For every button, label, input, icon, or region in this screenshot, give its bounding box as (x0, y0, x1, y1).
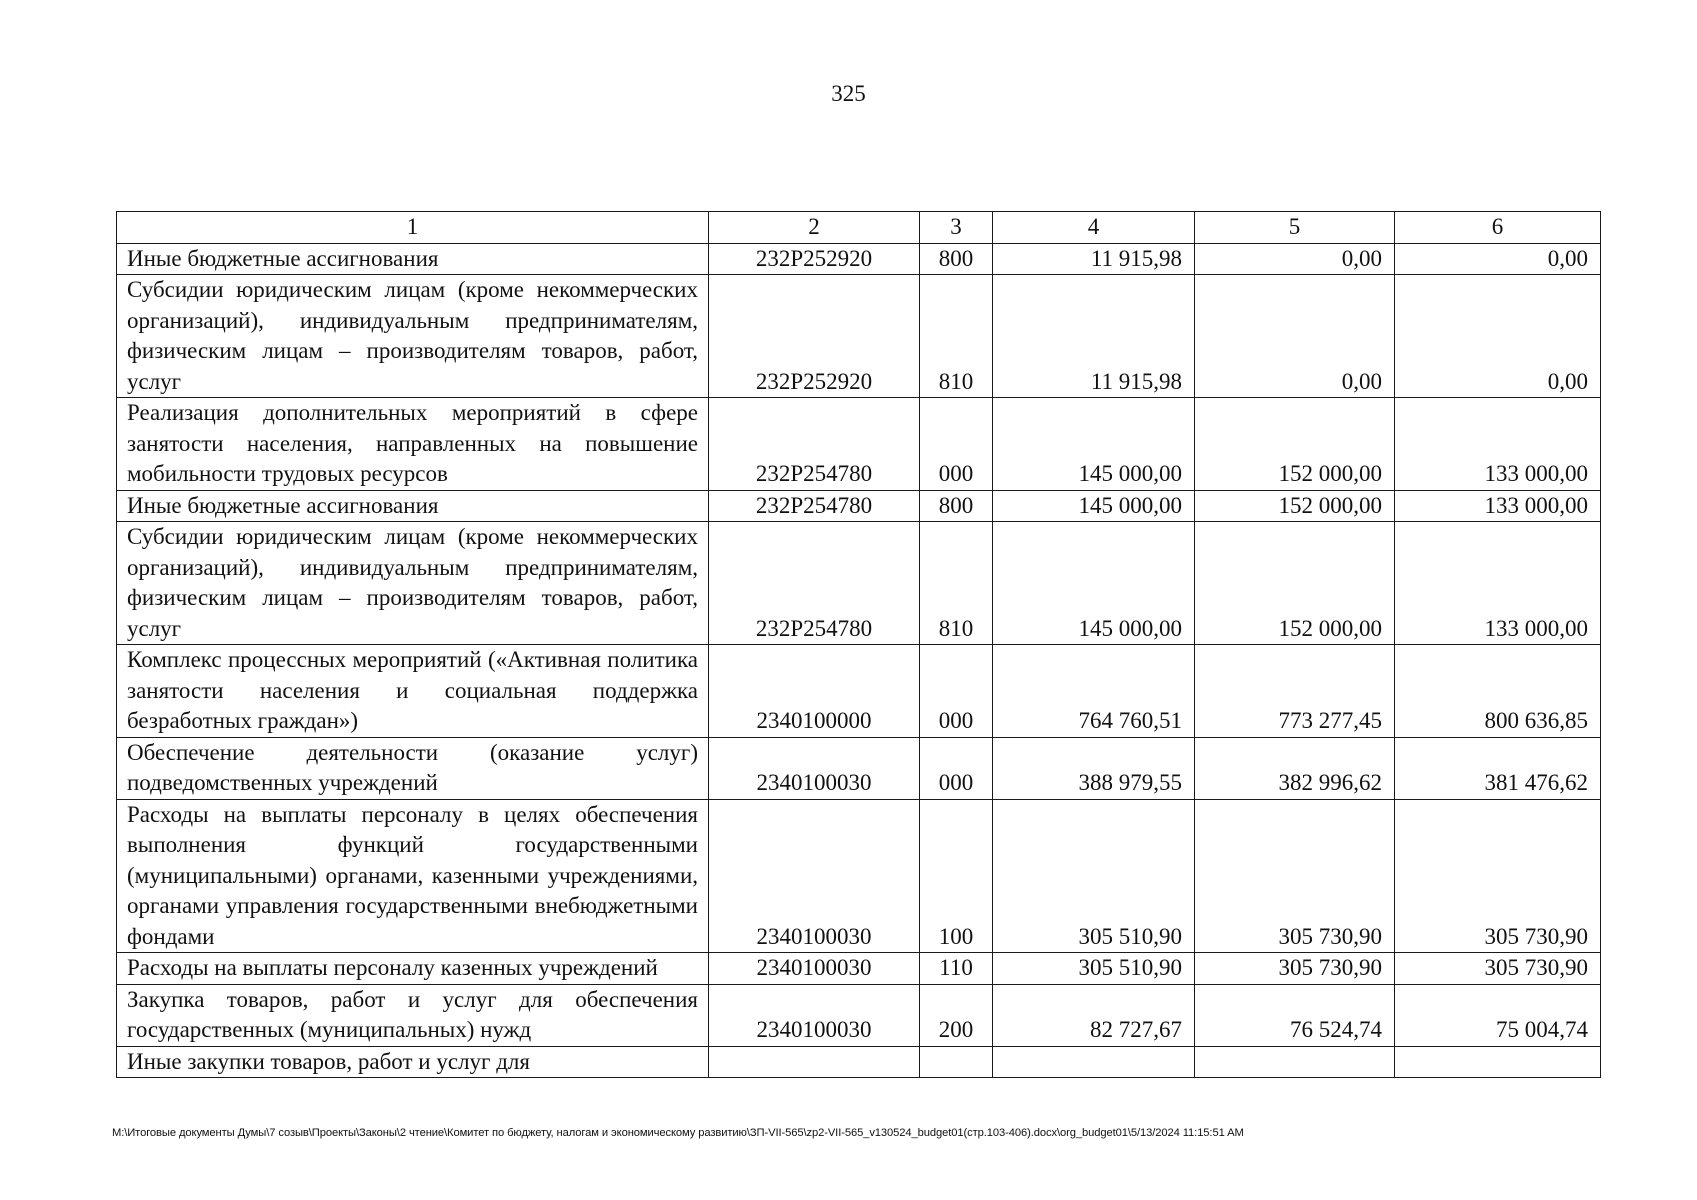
table-row-partial (117, 1046, 1601, 1078)
row-code: 2340100030 (709, 799, 920, 953)
row-code: 2340100030 (709, 737, 920, 799)
table-row (117, 953, 1601, 985)
row-code (709, 1046, 920, 1078)
row-value-2: 152 000,00 (1195, 398, 1395, 491)
row-value-3: 0,00 (1395, 275, 1601, 398)
row-code: 232Р254780 (709, 490, 920, 522)
row-code: 2340100000 (709, 645, 920, 738)
row-expense-type: 200 (920, 984, 993, 1046)
row-value-3: 133 000,00 (1395, 398, 1601, 491)
row-value-1: 305 510,90 (993, 799, 1195, 953)
row-expense-type: 000 (920, 645, 993, 738)
header-col-3: 3 (920, 212, 993, 244)
row-value-1: 82 727,67 (993, 984, 1195, 1046)
row-value-2: 773 277,45 (1195, 645, 1395, 738)
row-value-2: 305 730,90 (1195, 799, 1395, 953)
row-expense-type: 000 (920, 398, 993, 491)
header-col-4: 4 (993, 212, 1195, 244)
table-row (117, 737, 1601, 799)
row-value-2: 0,00 (1195, 275, 1395, 398)
row-value-3: 133 000,00 (1395, 490, 1601, 522)
row-name: Иные бюджетные ассигнования (117, 243, 709, 275)
row-value-2: 152 000,00 (1195, 490, 1395, 522)
row-code: 232Р254780 (709, 522, 920, 645)
row-value-2: 76 524,74 (1195, 984, 1395, 1046)
row-value-3: 75 004,74 (1395, 984, 1601, 1046)
row-expense-type: 800 (920, 243, 993, 275)
row-expense-type: 810 (920, 522, 993, 645)
row-value-1: 11 915,98 (993, 275, 1195, 398)
header-col-6: 6 (1395, 212, 1601, 244)
row-value-3 (1395, 1046, 1601, 1078)
row-value-3: 305 730,90 (1395, 953, 1601, 985)
row-name: Иные закупки товаров, работ и услуг для (117, 1046, 709, 1078)
row-value-3: 381 476,62 (1395, 737, 1601, 799)
row-expense-type: 110 (920, 953, 993, 985)
row-code: 232Р252920 (709, 275, 920, 398)
row-expense-type (920, 1046, 993, 1078)
footer-file-path: M:\Итоговые документы Думы\7 созыв\Проекты\Законы\2 чтение\Комитет по бюджету, налогам и экономическому развитию\ЗП-VII-565\zp2-VII-565_v130524_budget01(стр.103-406).docx\org_budget01\5/13/2024 11:15:51 AM (112, 1127, 1244, 1139)
row-value-3: 133 000,00 (1395, 522, 1601, 645)
row-name: Субсидии юридическим лицам (кроме некоммерческих организаций), индивидуальным предпринимателям, физическим лицам – производителям товаров, работ, услуг (117, 522, 709, 645)
table-header-row (117, 212, 1601, 244)
table-row (117, 645, 1601, 738)
row-value-3: 800 636,85 (1395, 645, 1601, 738)
row-name: Закупка товаров, работ и услуг для обеспечения государственных (муниципальных) нужд (117, 984, 709, 1046)
row-name: Комплекс процессных мероприятий («Активная политика занятости населения и социальная поддержка безработных граждан») (117, 645, 709, 738)
row-value-2 (1195, 1046, 1395, 1078)
row-value-1: 305 510,90 (993, 953, 1195, 985)
row-value-1 (993, 1046, 1195, 1078)
row-value-1: 145 000,00 (993, 398, 1195, 491)
table-row (117, 398, 1601, 491)
row-code: 232Р252920 (709, 243, 920, 275)
table-row (117, 490, 1601, 522)
row-value-2: 305 730,90 (1195, 953, 1395, 985)
row-name: Реализация дополнительных мероприятий в сфере занятости населения, направленных на повышение мобильности трудовых ресурсов (117, 398, 709, 491)
row-value-1: 145 000,00 (993, 490, 1195, 522)
header-col-2: 2 (709, 212, 920, 244)
row-expense-type: 800 (920, 490, 993, 522)
table-row (117, 275, 1601, 398)
row-name: Иные бюджетные ассигнования (117, 490, 709, 522)
table-row (117, 799, 1601, 953)
row-name: Расходы на выплаты персоналу казенных учреждений (117, 953, 709, 985)
row-name: Расходы на выплаты персоналу в целях обеспечения выполнения функций государственными (муниципальными) органами, казенными учреждениями, органами управления государственными внебюджетными фондами (117, 799, 709, 953)
table-row (117, 984, 1601, 1046)
row-value-1: 11 915,98 (993, 243, 1195, 275)
row-value-2: 382 996,62 (1195, 737, 1395, 799)
header-col-5: 5 (1195, 212, 1395, 244)
table-row (117, 243, 1601, 275)
row-value-2: 0,00 (1195, 243, 1395, 275)
row-expense-type: 100 (920, 799, 993, 953)
row-value-2: 152 000,00 (1195, 522, 1395, 645)
row-code: 232Р254780 (709, 398, 920, 491)
row-expense-type: 810 (920, 275, 993, 398)
budget-table (116, 211, 1601, 1078)
row-value-1: 145 000,00 (993, 522, 1195, 645)
row-value-3: 305 730,90 (1395, 799, 1601, 953)
row-code: 2340100030 (709, 953, 920, 985)
row-expense-type: 000 (920, 737, 993, 799)
page-number: 325 (831, 81, 866, 106)
row-name: Обеспечение деятельности (оказание услуг) подведомственных учреждений (117, 737, 709, 799)
row-value-1: 388 979,55 (993, 737, 1195, 799)
row-value-3: 0,00 (1395, 243, 1601, 275)
row-code: 2340100030 (709, 984, 920, 1046)
table-row (117, 522, 1601, 645)
row-value-1: 764 760,51 (993, 645, 1195, 738)
header-col-1: 1 (117, 212, 709, 244)
row-name: Субсидии юридическим лицам (кроме некоммерческих организаций), индивидуальным предпринимателям, физическим лицам – производителям товаров, работ, услуг (117, 275, 709, 398)
